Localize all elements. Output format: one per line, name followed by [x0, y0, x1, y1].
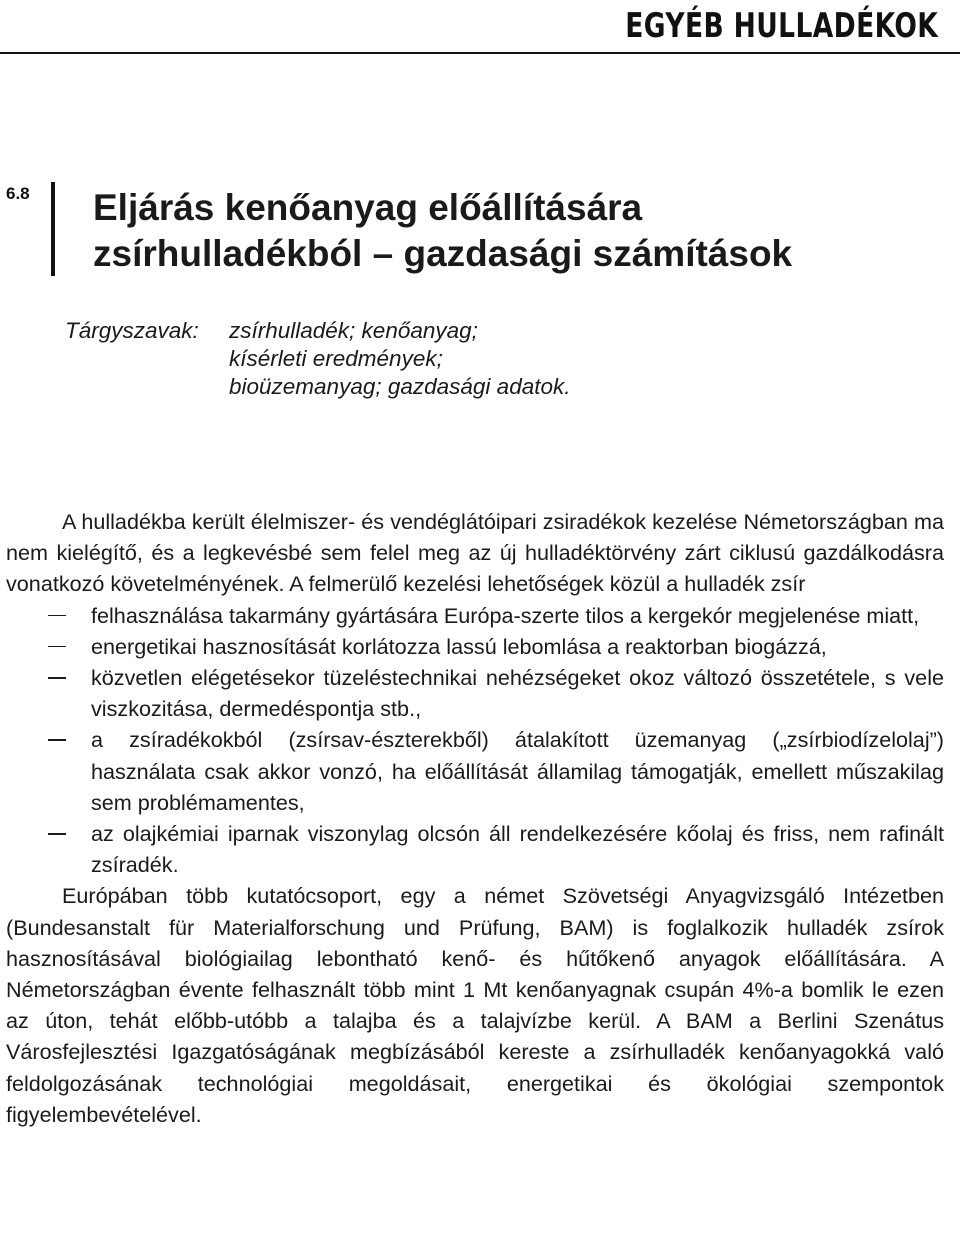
- keywords-line-3: bioüzemanyag; gazdasági adatok.: [229, 374, 571, 399]
- dash-bullet-icon: [48, 646, 66, 648]
- dash-bullet-icon: [48, 615, 66, 617]
- body-paragraph-1: A hulladékba került élelmiszer- és vendéglátóipari zsiradékok kezelése Németországban ma nem kielégítő, és a legkevésbé sem felel meg az új hulladéktörvény zárt ciklusú gazdálkodásra vonatkozó követelményének. A felmerülő kezelési lehetőségek közül a hulladék zsír: [6, 509, 944, 597]
- body-paragraph-2: Európában több kutatócsoport, egy a német Szövetségi Anyagvizsgáló Intézetben (Bundesanstalt für Materialforschung und Prüfung, BAM) is foglalkozik hulladék zsírok hasznosításával biológiailag lebontható kenő- és hűtőkenő anyagok előállítására. A Németországban évente felhasznált több mint 1 Mt kenőanyagnak csupán 4%-a bomlik le ezen az úton, tehát előbb-utóbb a talajba és a talajvízbe kerül. A BAM a Berlini Szenátus Városfejlesztési Igazgatóságának megbízásából kereste a zsírhulladék kenőanyagokká való feldolgozásának technológiai megoldásait, energetikai és ökológiai szempontok figyelembevételével.: [6, 883, 944, 1127]
- section-title-line-1: Eljárás kenőanyag előállítására: [93, 187, 643, 228]
- list-item: [6, 662, 944, 724]
- list-item: [6, 818, 944, 880]
- list-item: [6, 600, 944, 631]
- section-title-line-2: zsírhulladékból – gazdasági számítások: [93, 233, 793, 274]
- section-number: 6.8: [6, 184, 30, 203]
- keywords-line-1: zsírhulladék; kenőanyag;: [229, 318, 478, 343]
- keywords-label: Tárgyszavak:: [65, 318, 199, 343]
- section-divider-bar: [51, 182, 55, 276]
- dash-bullet-icon: [48, 739, 66, 741]
- list-item-text: felhasználása takarmány gyártására Európa-szerte tilos a kergekór megjelenése miatt,: [91, 602, 920, 628]
- dash-list: [6, 600, 944, 881]
- list-item-text: az olajkémiai iparnak viszonylag olcsón áll rendelkezésére kőolaj és friss, nem rafinált zsíradék.: [91, 821, 944, 878]
- keywords-line-2: kísérleti eredmények;: [229, 346, 443, 371]
- list-item-text: közvetlen elégetésekor tüzeléstechnikai nehézségeket okoz változó összetétele, s vele viszkozitása, dermedéspontja stb.,: [91, 665, 944, 722]
- dash-bullet-icon: [48, 677, 66, 679]
- header-title: EGYÉB HULLADÉKOK: [625, 6, 938, 46]
- dash-bullet-icon: [48, 833, 66, 835]
- article-body: [6, 506, 944, 1130]
- list-item-text: a zsíradékokból (zsírsav-észterekből) átalakított üzemanyag („zsírbiodízelolaj”) használata csak akkor vonzó, ha előállítását államilag támogatják, emellett műszakilag sem problémamentes,: [91, 727, 944, 815]
- list-item: [6, 724, 944, 818]
- section-title: [93, 185, 953, 277]
- list-item-text: energetikai hasznosítását korlátozza lassú lebomlása a reaktorban biogázzá,: [91, 633, 827, 659]
- page-header: [0, 0, 960, 52]
- header-rule: [0, 52, 960, 54]
- list-item: [6, 631, 944, 662]
